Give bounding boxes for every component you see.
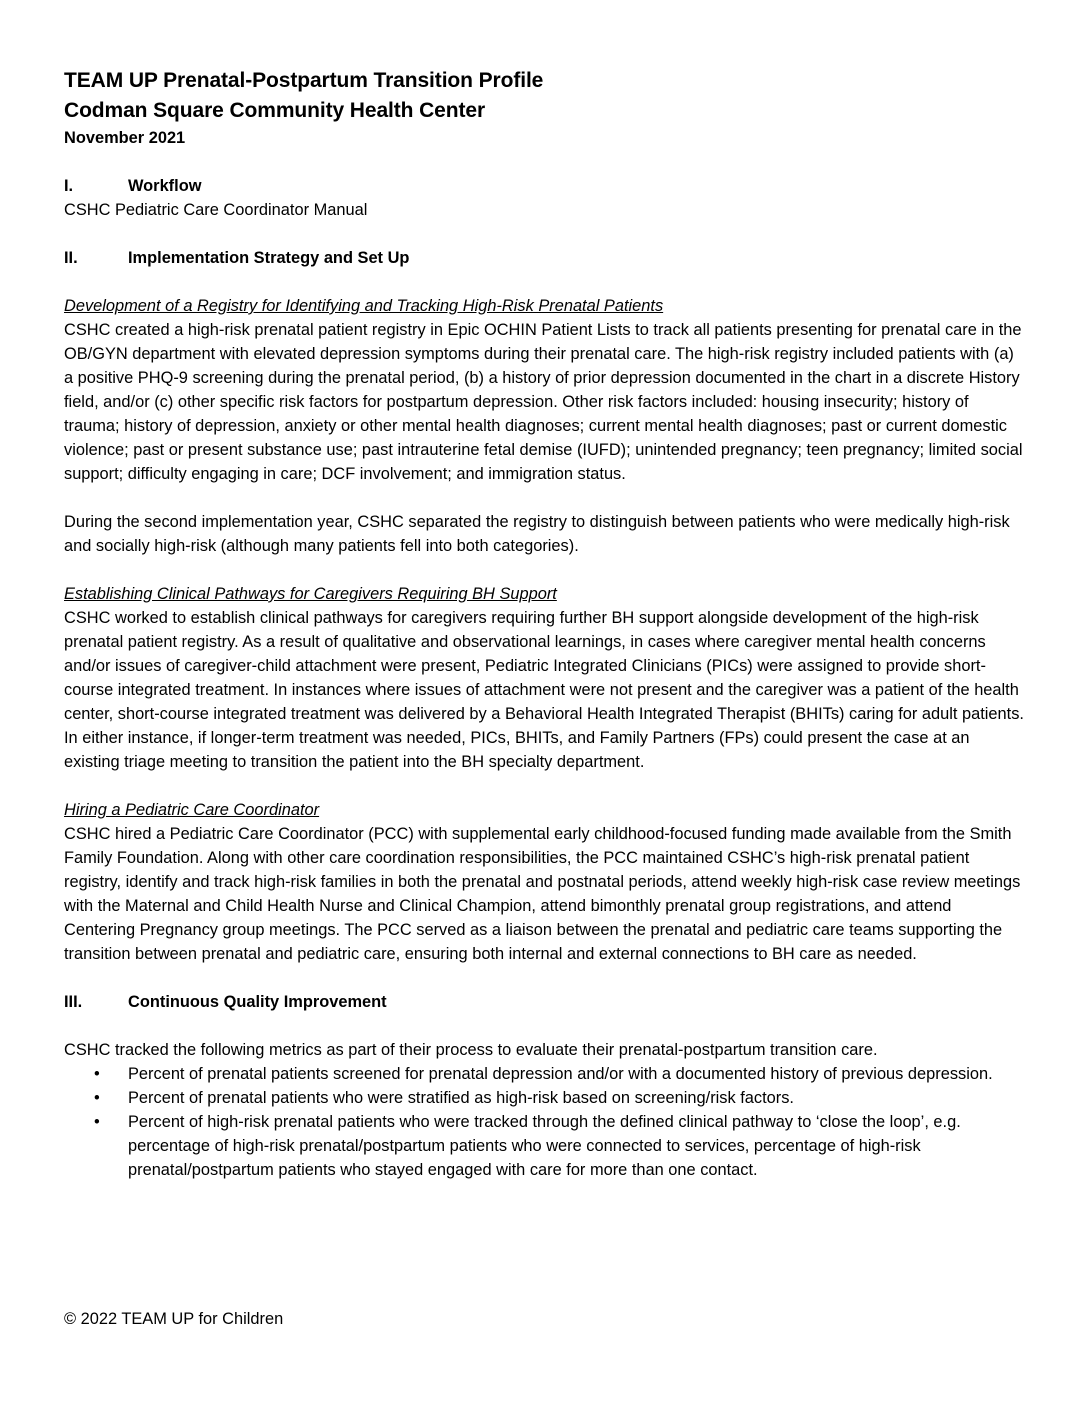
document-body: [64, 66, 1026, 1182]
spacer: [64, 1014, 1026, 1038]
subheading-hiring-pcc: Hiring a Pediatric Care Coordinator: [64, 801, 320, 819]
section-number: II.: [64, 249, 78, 267]
list-item-text: Percent of prenatal patients screened for prenatal depression and/or with a documented history of previous depression.: [128, 1065, 993, 1083]
list-item: [64, 1110, 1026, 1182]
bullet-icon: •: [94, 1113, 100, 1131]
list-item-text: Percent of prenatal patients who were stratified as high-risk based on screening/risk factors.: [128, 1089, 794, 1107]
spacer: [64, 150, 1026, 174]
spacer: [64, 222, 1026, 246]
section-heading-workflow: [64, 174, 1026, 198]
workflow-text: CSHC Pediatric Care Coordinator Manual: [64, 201, 368, 219]
list-item: [64, 1086, 1026, 1110]
document-title: [64, 66, 1026, 126]
bullet-icon: •: [94, 1089, 100, 1107]
footer-copyright: © 2022 TEAM UP for Children: [64, 1310, 284, 1328]
section-heading-implementation: [64, 246, 1026, 270]
title-line-1: TEAM UP Prenatal-Postpartum Transition Profile: [64, 69, 544, 92]
title-line-2: Codman Square Community Health Center: [64, 99, 486, 122]
paragraph-cqi-intro: CSHC tracked the following metrics as part of their process to evaluate their prenatal-postpartum transition care.: [64, 1041, 878, 1059]
paragraph-registry: CSHC created a high-risk prenatal patient registry in Epic OCHIN Patient Lists to track all patients presenting for prenatal care in the OB/GYN department with elevated depression symptoms during their prenatal care. The high-risk registry included patients with (a) a positive PHQ-9 screening during the prenatal period, (b) a history of prior depression documented in the chart in a discrete History field, and/or (c) other specific risk factors for postpartum depression. Other risk factors included: housing insecurity; history of trauma; history of depression, anxiety or other mental health diagnoses; current mental health diagnoses; past or current domestic violence; past or present substance use; past intrauterine fetal demise (IUFD); unintended pregnancy; teen pregnancy; limited social support; difficulty engaging in care; DCF involvement; and immigration status.: [64, 321, 1023, 483]
spacer: [64, 558, 1026, 582]
list-item: [64, 1062, 1026, 1086]
section-number: III.: [64, 993, 83, 1011]
bullet-icon: •: [94, 1065, 100, 1083]
subheading-clinical-pathways: Establishing Clinical Pathways for Caregivers Requiring BH Support: [64, 585, 557, 603]
spacer: [64, 966, 1026, 990]
metrics-list: [64, 1062, 1026, 1182]
section-title: Continuous Quality Improvement: [128, 993, 387, 1011]
spacer: [64, 486, 1026, 510]
section-title: Workflow: [128, 177, 202, 195]
section-heading-cqi: [64, 990, 1026, 1014]
list-item-text: Percent of high-risk prenatal patients who were tracked through the defined clinical pathway to ‘close the loop’, e.g. percentage of high-risk prenatal/postpartum patients who were connected to services, percentage of high-risk prenatal/postpartum patients who stayed engaged with care for more than one contact.: [128, 1113, 961, 1179]
section-number: I.: [64, 177, 74, 195]
paragraph-registry-second-year: During the second implementation year, CSHC separated the registry to distinguish between patients who were medically high-risk and socially high-risk (although many patients fell into both categories).: [64, 513, 1010, 555]
paragraph-clinical-pathways: CSHC worked to establish clinical pathways for caregivers requiring further BH support alongside development of the high-risk prenatal patient registry. As a result of qualitative and observational learnings, in cases where caregiver mental health concerns and/or issues of caregiver-child attachment were present, Pediatric Integrated Clinicians (PICs) were assigned to provide short-course integrated treatment. In instances where issues of attachment were not present and the caregiver was a patient of the health center, short-course integrated treatment was delivered by a Behavioral Health Integrated Therapist (BHITs) caring for adult patients. In either instance, if longer-term treatment was needed, PICs, BHITs, and Family Partners (FPs) could present the case at an existing triage meeting to transition the patient into the BH specialty department.: [64, 609, 1024, 771]
spacer: [64, 270, 1026, 294]
section-title: Implementation Strategy and Set Up: [128, 249, 410, 267]
document-date: November 2021: [64, 129, 186, 147]
paragraph-hiring-pcc: CSHC hired a Pediatric Care Coordinator (PCC) with supplemental early childhood-focused funding made available from the Smith Family Foundation. Along with other care coordination responsibilities, the PCC maintained CSHC’s high-risk prenatal patient registry, identify and track high-risk families in both the prenatal and postnatal periods, attend weekly high-risk case review meetings with the Maternal and Child Health Nurse and Clinical Champion, attend bimonthly prenatal group registrations, and attend Centering Pregnancy group meetings. The PCC served as a liaison between the prenatal and pediatric care teams supporting the transition between prenatal and pediatric care, ensuring both internal and external connections to BH care as needed.: [64, 825, 1021, 963]
spacer: [64, 774, 1026, 798]
subheading-registry: Development of a Registry for Identifying and Tracking High-Risk Prenatal Patients: [64, 297, 664, 315]
